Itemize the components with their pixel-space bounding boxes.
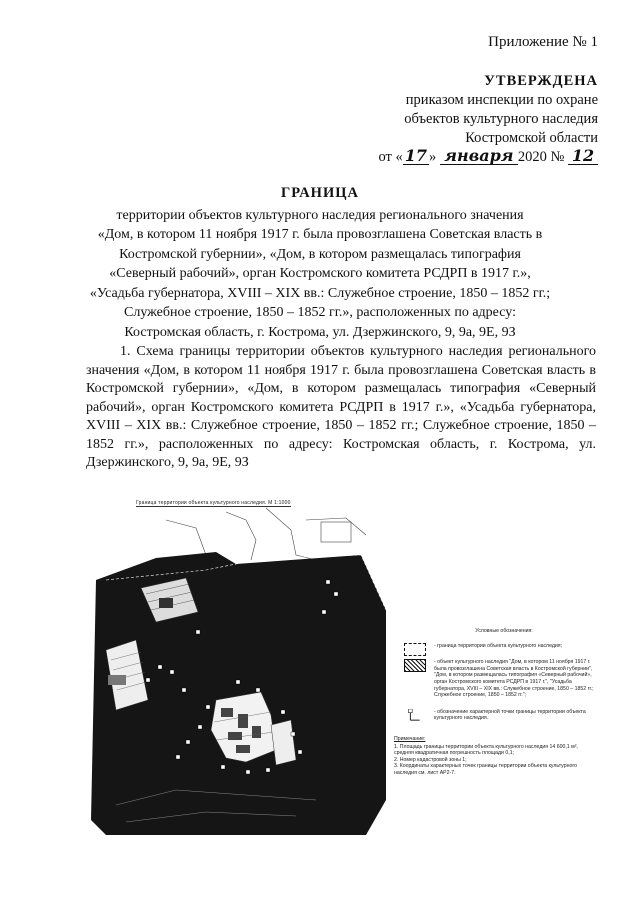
heading-line: территории объектов культурного наследия регионального значения [116, 207, 524, 223]
heading-line: Костромской губернии», «Дом, в котором размещалась типография [119, 246, 521, 262]
heading-line: «Усадьба губернатора, XVIII – XIX вв.: Служебное строение, 1850 – 1852 гг.; [89, 285, 551, 301]
handwritten-day: 17 [404, 146, 428, 165]
legend-item-boundary: - граница территории объекта культурного наследия; [394, 643, 594, 650]
heading-title: ГРАНИЦА [280, 185, 359, 201]
map-graphic [86, 500, 386, 835]
note-item: 2. Номер кадастровой зоны 1; [394, 756, 467, 763]
approved-line: объектов культурного наследия [404, 111, 598, 127]
boundary-symbol-icon [404, 643, 426, 656]
order-date-line: от « 17 » января 2020 № 12 [378, 148, 598, 167]
heading-line: Служебное строение, 1850 – 1852 гг.», расположенных по адресу: [124, 305, 516, 320]
appendix-label: Приложение № 1 [488, 34, 598, 50]
approved-title: УТВЕРЖДЕНА [484, 73, 598, 89]
heading-line: «Северный рабочий», орган Костромского комитета РСДРП в 1917 г.», [109, 266, 531, 281]
note-item: 3. Координаты характерных точек границы территории объекта культурного наследия см. лист АР2-7. [394, 763, 577, 776]
boundary-point-icon [404, 709, 426, 722]
document-heading [82, 184, 558, 342]
handwritten-month: января [440, 148, 518, 165]
approved-line: приказом инспекции по охране [405, 92, 598, 108]
hatched-object-icon [404, 659, 426, 672]
legend-item-point: - обозначение характерной точки границы территории объекта культурного наследия. [394, 709, 594, 722]
legend-title: Условные обозначения: [475, 628, 533, 634]
boundary-map [86, 500, 386, 835]
legend-notes [394, 736, 594, 777]
map-title: Граница территории объекта культурного наследия. М 1:1000 [136, 500, 291, 506]
note-item: 1. Площадь границы территории объекта культурного наследия 14 600,1 м², средняя квадратичная погрешность площади 0,1; [394, 743, 578, 757]
body-paragraph: 1. Схема границы территории объектов культурного наследия регионального значения «Дом, в котором 11 ноября 1917 г. была провозглашена Советская власть в Костромской губернии», «Дом, в котором размещалась типография «Северный рабочий», орган Костромского комитета РСДРП в 1917 г.», «Усадьба губернатора, XVIII – XIX вв.: Служебное строение, 1850 – 1852 гг.; Служебное строение, 1850 – 1852 гг.», расположенных по адресу: Костромская область, г. Кострома, ул. Дзержинского, 9, 9а, 9Е, 9З [86, 344, 596, 470]
notes-title: Примечание: [394, 735, 426, 742]
heading-line: Костромская область, г. Кострома, ул. Дзержинского, 9, 9а, 9Е, 9З [124, 324, 516, 340]
heading-line: «Дом, в котором 11 ноября 1917 г. была провозглашена Советская власть в [97, 227, 543, 242]
map-legend [394, 628, 594, 777]
approved-line: Костромской области [465, 130, 598, 146]
handwritten-number: 12 [568, 148, 598, 165]
approval-block [378, 72, 598, 167]
legend-item-object: - объект культурного наследия "Дом, в котором 11 ноября 1917 г. была провозглашена Советская власть в Костромской губернии", "Дом, в котором размещалась типография «Северный рабочий», орган Костромского комитета РСДРП в 1917 г.", "Усадьба губернатора, XVIII – XIX вв.: Служебное строение, 1850 – 1852 гг.; Служебное строение, 1850 – 1852 гг."; [394, 659, 594, 699]
